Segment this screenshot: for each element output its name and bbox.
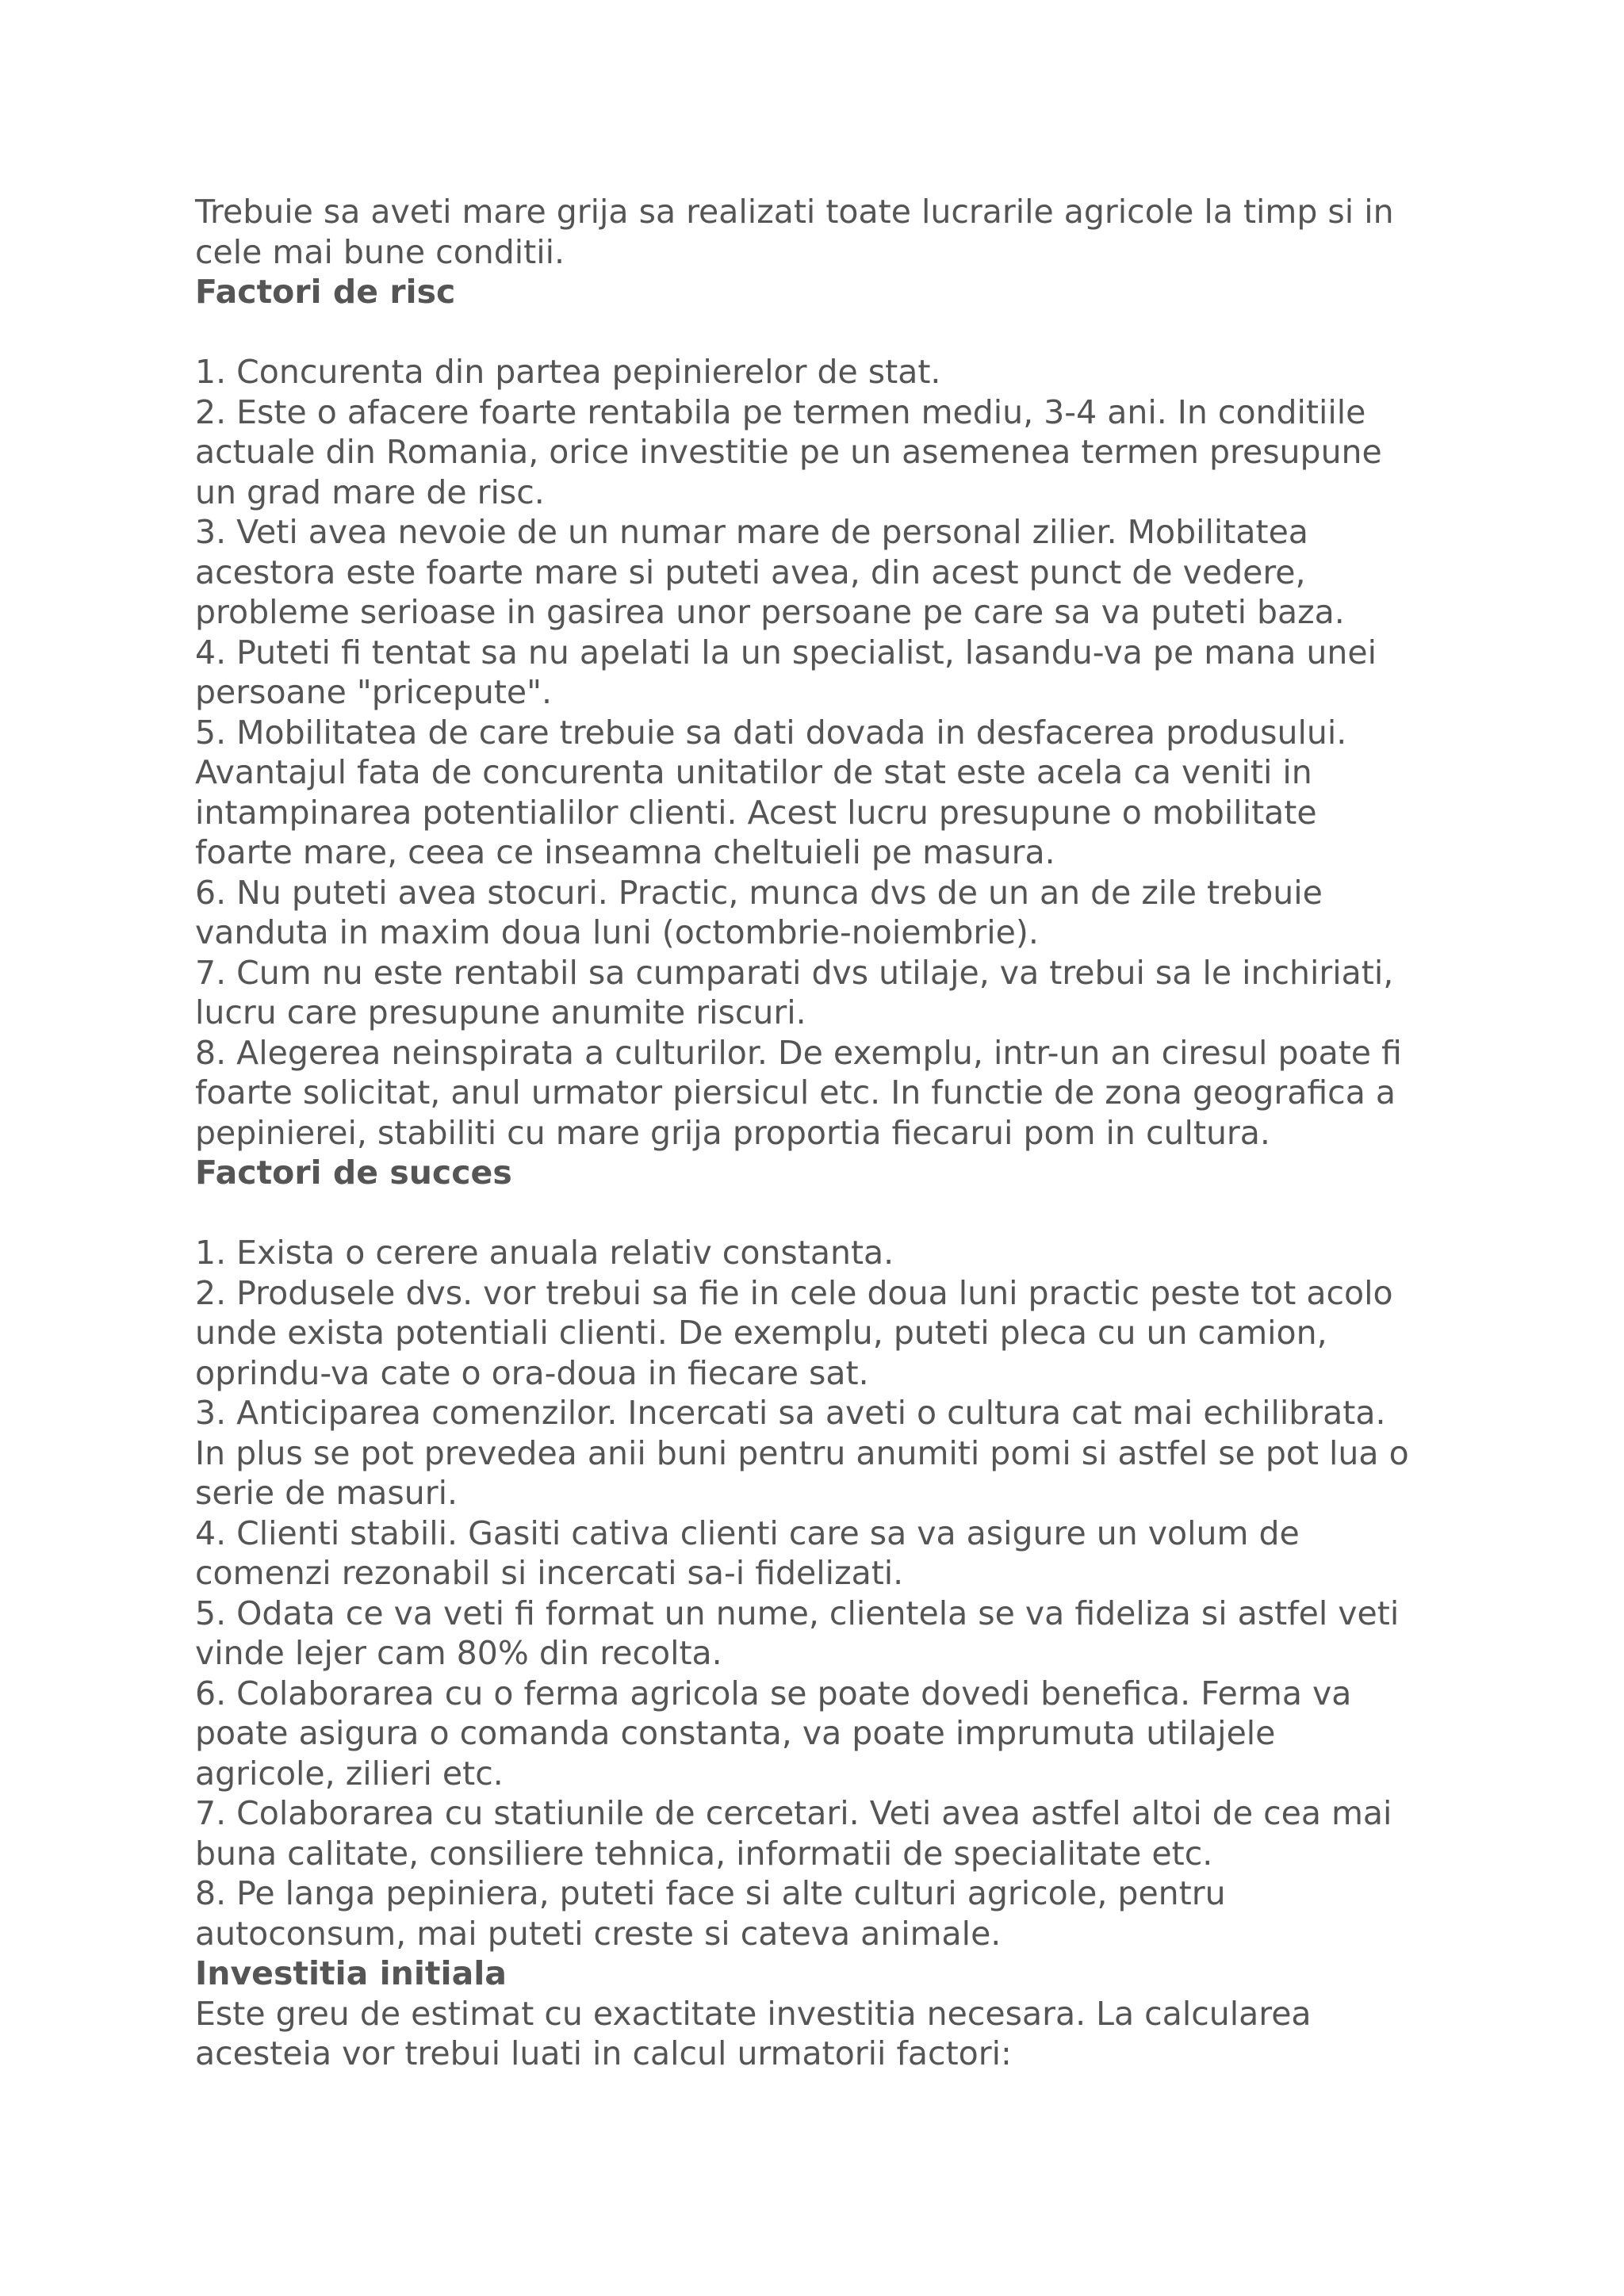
text-line: 2. Produsele dvs. vor trebui sa fie in cele doua luni practic peste tot acolo (195, 1273, 1393, 1312)
text-line: pepinierei, stabiliti cu mare grija proportia fiecarui pom in cultura. (195, 1113, 1270, 1152)
text-line: Este greu de estimat cu exactitate investitia necesara. La calcularea (195, 1994, 1312, 2033)
text-line: buna calitate, consiliere tehnica, informatii de specialitate etc. (195, 1834, 1213, 1873)
document-page (195, 192, 1448, 2074)
text-line: 5. Mobilitatea de care trebuie sa dati dovada in desfacerea produsului. (195, 713, 1347, 752)
text-line: autoconsum, mai puteti creste si cateva animale. (195, 1914, 1002, 1953)
text-line: lucru care presupune anumite riscuri. (195, 993, 806, 1031)
text-line: Trebuie sa aveti mare grija sa realizati toate lucrarile agricole la timp si in (195, 193, 1394, 231)
text-line: unde exista potentiali clienti. De exemplu, puteti pleca cu un camion, (195, 1314, 1327, 1352)
section-factori-de-risc (195, 272, 1448, 1153)
text-line: vanduta in maxim doua luni (octombrie-noiembrie). (195, 913, 1039, 951)
section-heading: Factori de risc (195, 273, 456, 311)
text-line: oprindu-va cate o ora-doua in fiecare sat. (195, 1353, 869, 1392)
text-line: 6. Nu puteti avea stocuri. Practic, munca dvs de un an de zile trebuie (195, 873, 1323, 912)
text-line: acesteia vor trebui luati in calcul urmatorii factori: (195, 2034, 1012, 2072)
section-heading: Factori de succes (195, 1154, 512, 1192)
text-line: 6. Colaborarea cu o ferma agricola se poate dovedi benefica. Ferma va (195, 1674, 1352, 1712)
text-line: 7. Colaborarea cu statiunile de cercetari. Veti avea astfel altoi de cea mai (195, 1794, 1392, 1832)
text-line: agricole, zilieri etc. (195, 1754, 504, 1793)
text-line: 3. Veti avea nevoie de un numar mare de personal zilier. Mobilitatea (195, 513, 1308, 551)
text-line: In plus se pot prevedea anii buni pentru anumiti pomi si astfel se pot lua o (195, 1433, 1409, 1472)
text-line: intampinarea potentialilor clienti. Acest lucru presupune o mobilitate (195, 793, 1317, 832)
spacer (195, 312, 1448, 353)
text-line: comenzi rezonabil si incercati sa-i fidelizati. (195, 1554, 904, 1592)
text-line: actuale din Romania, orice investitie pe un asemenea termen presupune (195, 433, 1382, 471)
text-line: 8. Alegerea neinspirata a culturilor. De exemplu, intr-un an ciresul poate fi (195, 1033, 1402, 1072)
intro-paragraph (195, 192, 1448, 272)
text-line: foarte mare, ceea ce inseamna cheltuieli pe masura. (195, 833, 1055, 871)
text-line: 5. Odata ce va veti fi format un nume, clientela se va fideliza si astfel veti (195, 1594, 1400, 1632)
text-line: 4. Puteti fi tentat sa nu apelati la un specialist, lasandu-va pe mana unei (195, 633, 1377, 672)
text-line: un grad mare de risc. (195, 473, 545, 511)
text-line: 3. Anticiparea comenzilor. Incercati sa aveti o cultura cat mai echilibrata. (195, 1394, 1386, 1432)
text-line: 1. Concurenta din partea pepinierelor de stat. (195, 353, 941, 391)
text-line: 2. Este o afacere foarte rentabila pe termen mediu, 3-4 ani. In conditiile (195, 392, 1366, 431)
text-line: 8. Pe langa pepiniera, puteti face si alte culturi agricole, pentru (195, 1874, 1226, 1912)
text-line: acestora este foarte mare si puteti avea, din acest punct de vedere, (195, 553, 1306, 591)
text-line: 1. Exista o cerere anuala relativ constanta. (195, 1234, 894, 1272)
text-line: 4. Clienti stabili. Gasiti cativa clienti care sa va asigure un volum de (195, 1513, 1300, 1552)
section-investitia-initiala (195, 1954, 1448, 2074)
text-line: cele mai bune conditii. (195, 232, 565, 271)
text-line: foarte solicitat, anul urmator piersicul etc. In functie de zona geografica a (195, 1073, 1396, 1112)
spacer (195, 1193, 1448, 1234)
text-line: vinde lejer cam 80% din recolta. (195, 1634, 722, 1672)
text-line: persoane "pricepute". (195, 673, 553, 711)
section-factori-de-succes (195, 1153, 1448, 1954)
text-line: Avantajul fata de concurenta unitatilor de stat este acela ca veniti in (195, 753, 1312, 791)
text-line: probleme serioase in gasirea unor persoane pe care sa va puteti baza. (195, 593, 1345, 631)
text-line: serie de masuri. (195, 1474, 458, 1512)
text-line: poate asigura o comanda constanta, va poate imprumuta utilajele (195, 1714, 1276, 1752)
section-heading: Investitia initiala (195, 1954, 507, 1992)
text-line: 7. Cum nu este rentabil sa cumparati dvs utilaje, va trebui sa le inchiriati, (195, 953, 1394, 992)
